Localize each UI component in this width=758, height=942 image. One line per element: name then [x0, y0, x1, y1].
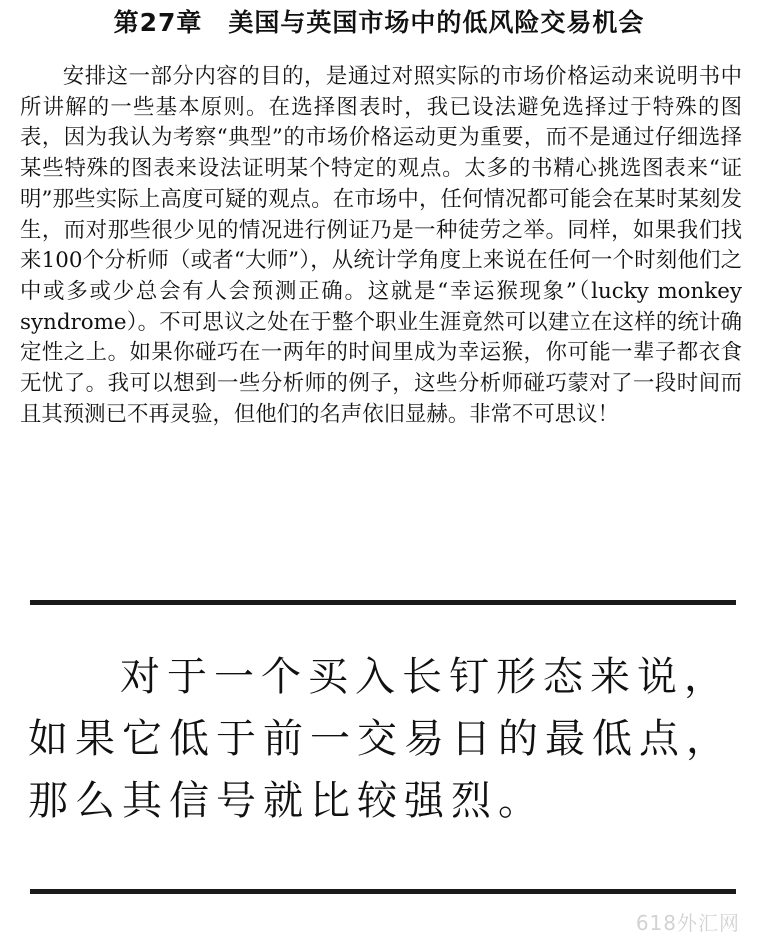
chapter-title: 第27章 美国与英国市场中的低风险交易机会	[113, 8, 645, 37]
watermark: 618外汇网	[635, 911, 740, 935]
callout-line-1: 对于一个买入长钉形态来说，	[120, 654, 731, 700]
callout-line-3: 那么其信号就比较强烈。	[28, 778, 545, 824]
callout-bottom-rule	[30, 889, 736, 894]
body-paragraph: 安排这一部分内容的目的，是通过对照实际的市场价格运动来说明书中所讲解的一些基本原则。在选择图表时，我已设法避免选择过于特殊的图表，因为我认为考察“典型”的市场价格运动更为重要，而不是通过仔细选择某些特殊的图表来设法证明某个特定的观点。太多的书精心挑选图表来“证明”那些实际上高度可疑的观点。在市场中，任何情况都可能会在某时某刻发生，而对那些很少见的情况进行例证乃是一种徒劳之举。同样，如果我们找来100个分析师（或者“大师”），从统计学角度上来说在任何一个时刻他们之中或多或少总会有人会预测正确。这就是“幸运猴现象”（lucky monkey syndrome）。不可思议之处在于整个职业生涯竟然可以建立在这样的统计确定性之上。如果你碰巧在一两年的时间里成为幸运猴，你可能一辈子都衣食无忧了。我可以想到一些分析师的例子，这些分析师碰巧蒙对了一段时间而且其预测已不再灵验，但他们的名声依旧显赫。非常不可思议！	[20, 64, 742, 427]
callout-line-2: 如果它低于前一交易日的最低点，	[28, 716, 733, 762]
callout-box	[28, 646, 748, 832]
callout-top-rule	[30, 600, 736, 605]
